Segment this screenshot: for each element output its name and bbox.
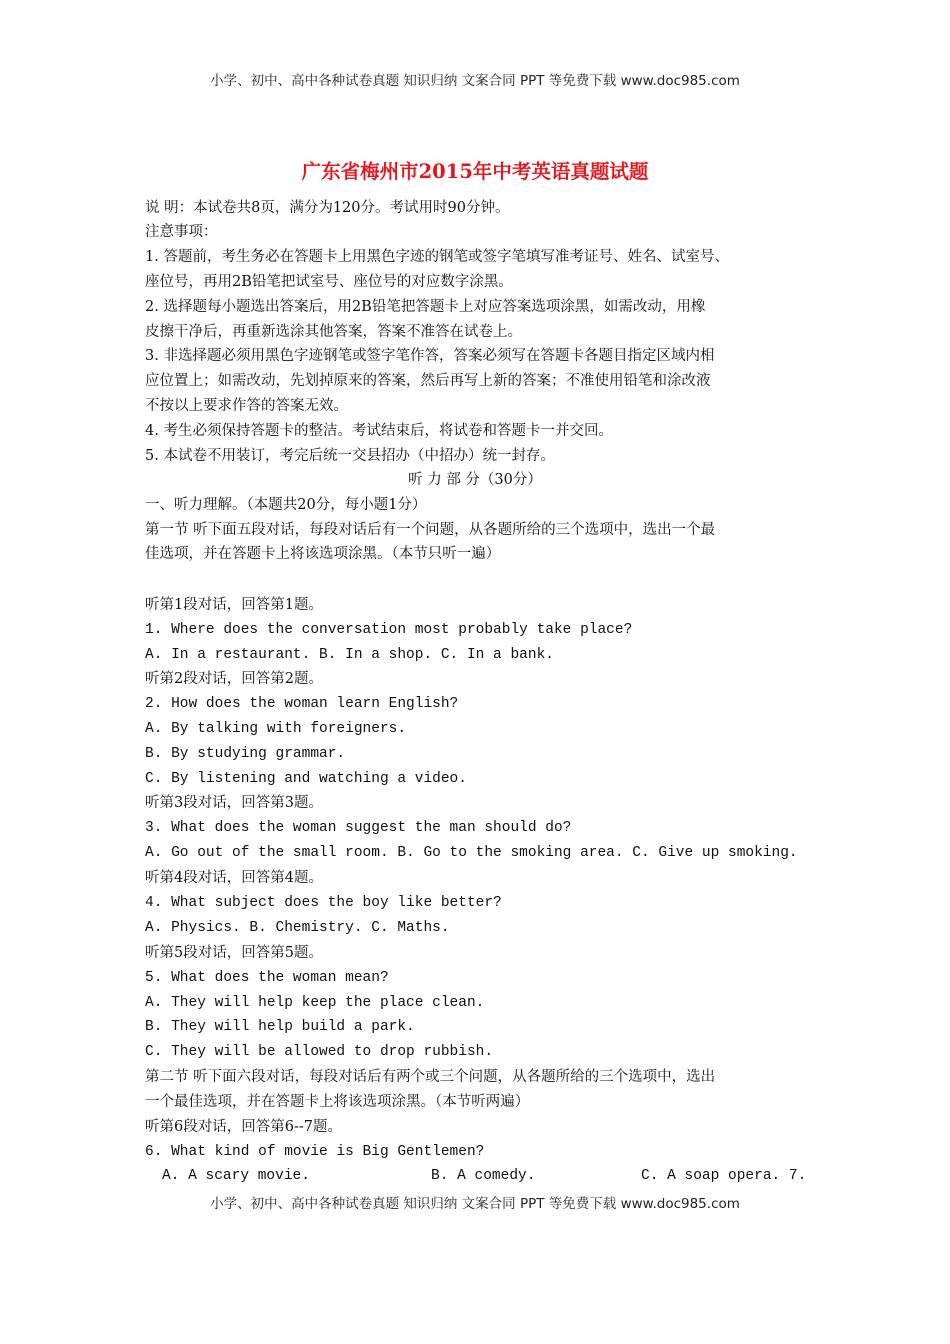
question-4: 4. What subject does the boy like better? bbox=[145, 895, 502, 911]
question-2-option-c: C. By listening and watching a video. bbox=[145, 771, 467, 787]
section-1-instruction-line-1: 第一节 听下面五段对话，每段对话后有一个问题，从各题所给的三个选项中，选出一个最 bbox=[145, 522, 716, 538]
notice-heading: 注意事项： bbox=[145, 224, 218, 240]
exam-description: 说 明：本试卷共8页，满分为120分。考试用时90分钟。 bbox=[145, 200, 510, 216]
question-2: 2. How does the woman learn English? bbox=[145, 696, 459, 712]
question-5-option-a: A. They will help keep the place clean. bbox=[145, 995, 485, 1011]
question-5-option-b: B. They will help build a park. bbox=[145, 1019, 415, 1035]
listening-part-title: 听 力 部 分（30分） bbox=[408, 472, 542, 488]
page-header: 小学、初中、高中各种试卷真题 知识归纳 文案合同 PPT 等免费下载 www.doc985.com bbox=[210, 73, 740, 89]
notice-1-line-2: 座位号，再用2B铅笔把试室号、座位号的对应数字涂黑。 bbox=[145, 274, 513, 290]
question-6-option-b: B. A comedy. bbox=[431, 1168, 536, 1184]
question-3-options: A. Go out of the small room. B. Go to the smoking area. C. Give up smoking. bbox=[145, 845, 798, 861]
notice-4: 4. 考生必须保持答题卡的整洁。考试结束后，将试卷和答题卡一并交回。 bbox=[145, 423, 613, 439]
question-6-option-a: A. A scary movie. bbox=[162, 1168, 310, 1184]
page-footer: 小学、初中、高中各种试卷真题 知识归纳 文案合同 PPT 等免费下载 www.doc985.com bbox=[210, 1196, 740, 1212]
notice-3-line-1: 3. 非选择题必须用黑色字迹钢笔或签字笔作答，答案必须写在答题卡各题目指定区域内相 bbox=[145, 348, 715, 364]
question-2-option-a: A. By talking with foreigners. bbox=[145, 721, 407, 737]
question-6-option-c: C. A soap opera. 7. bbox=[641, 1168, 807, 1184]
question-3: 3. What does the woman suggest the man should do? bbox=[145, 820, 572, 836]
question-4-options: A. Physics. B. Chemistry. C. Maths. bbox=[145, 920, 450, 936]
question-1: 1. Where does the conversation most probably take place? bbox=[145, 622, 633, 638]
question-5-option-c: C. They will be allowed to drop rubbish. bbox=[145, 1044, 494, 1060]
dialogue-6-heading: 听第6段对话，回答第6--7题。 bbox=[145, 1119, 342, 1135]
dialogue-1-heading: 听第1段对话，回答第1题。 bbox=[145, 597, 323, 613]
dialogue-5-heading: 听第5段对话，回答第5题。 bbox=[145, 945, 323, 961]
notice-3-line-3: 不按以上要求作答的答案无效。 bbox=[145, 398, 348, 414]
question-1-options: A. In a restaurant. B. In a shop. C. In a bank. bbox=[145, 647, 554, 663]
dialogue-2-heading: 听第2段对话，回答第2题。 bbox=[145, 671, 323, 687]
question-5: 5. What does the woman mean? bbox=[145, 970, 389, 986]
notice-5: 5. 本试卷不用装订，考完后统一交县招办（中招办）统一封存。 bbox=[145, 448, 555, 464]
notice-3-line-2: 应位置上；如需改动，先划掉原来的答案，然后再写上新的答案；不准使用铅笔和涂改液 bbox=[145, 373, 711, 389]
section-2-instruction-line-2: 一个最佳选项，并在答题卡上将该选项涂黑。（本节听两遍） bbox=[145, 1094, 530, 1110]
section-one-heading: 一、听力理解。（本题共20分，每小题1分） bbox=[145, 497, 427, 513]
question-2-option-b: B. By studying grammar. bbox=[145, 746, 346, 762]
notice-2-line-2: 皮擦干净后，再重新选涂其他答案，答案不准答在试卷上。 bbox=[145, 324, 522, 340]
notice-2-line-1: 2. 选择题每小题选出答案后，用2B铅笔把答题卡上对应答案选项涂黑，如需改动，用橡 bbox=[145, 299, 706, 315]
section-1-instruction-line-2: 佳选项，并在答题卡上将该选项涂黑。（本节只听一遍） bbox=[145, 546, 501, 562]
question-6: 6. What kind of movie is Big Gentlemen? bbox=[145, 1144, 485, 1160]
dialogue-3-heading: 听第3段对话，回答第3题。 bbox=[145, 795, 323, 811]
dialogue-4-heading: 听第4段对话，回答第4题。 bbox=[145, 870, 323, 886]
page-title: 广东省梅州市2015年中考英语真题试题 bbox=[301, 160, 649, 183]
notice-1-line-1: 1. 答题前，考生务必在答题卡上用黑色字迹的钢笔或签字笔填写准考证号、姓名、试室号、 bbox=[145, 249, 729, 265]
section-2-instruction-line-1: 第二节 听下面六段对话，每段对话后有两个或三个问题，从各题所给的三个选项中，选出 bbox=[145, 1069, 716, 1085]
